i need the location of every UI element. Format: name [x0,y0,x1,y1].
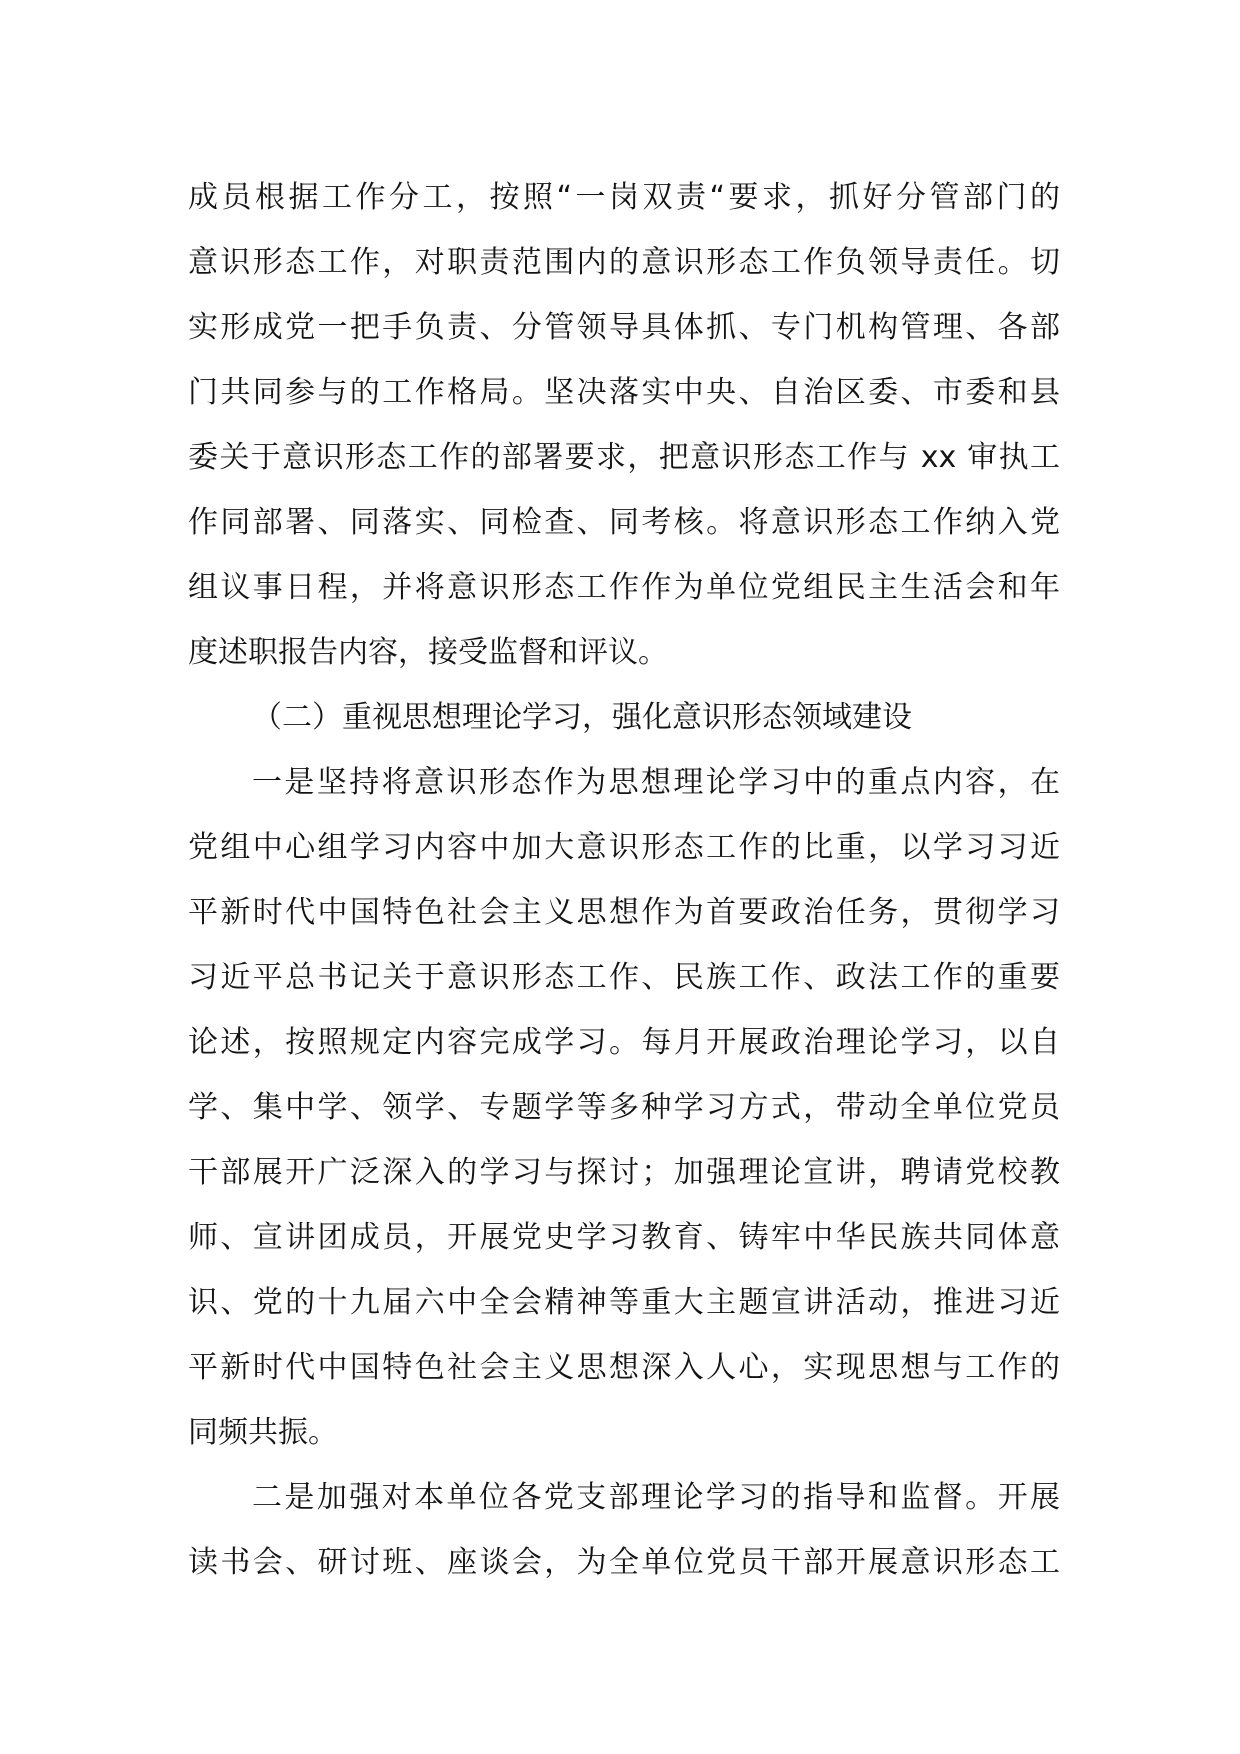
paragraph-line: 干部展开广泛深入的学习与探讨；加强理论宣讲，聘请党校教 [188,1155,1060,1190]
paragraph-line: 组议事日程，并将意识形态工作作为单位党组民主生活会和年 [188,570,1060,605]
paragraph-line: 一是坚持将意识形态作为思想理论学习中的重点内容，在 [252,765,1060,800]
paragraph-line: 二是加强对本单位各党支部理论学习的指导和监督。开展 [252,1480,1060,1515]
paragraph-line: 意识形态工作，对职责范围内的意识形态工作负领导责任。切 [188,245,1060,280]
paragraph-line: 师、宣讲团成员，开展党史学习教育、铸牢中华民族共同体意 [188,1220,1060,1255]
paragraph-line: 度述职报告内容，接受监督和评议。 [188,635,668,670]
paragraph-line: 作同部署、同落实、同检查、同考核。将意识形态工作纳入党 [188,505,1060,540]
paragraph-line: 学、集中学、领学、专题学等多种学习方式，带动全单位党员 [188,1090,1060,1125]
paragraph-line: 读书会、研讨班、座谈会，为全单位党员干部开展意识形态工 [188,1545,1060,1580]
paragraph-line: 门共同参与的工作格局。坚决落实中央、自治区委、市委和县 [188,375,1060,410]
paragraph-line: 习近平总书记关于意识形态工作、民族工作、政法工作的重要 [188,960,1060,995]
paragraph-line: 平新时代中国特色社会主义思想深入人心，实现思想与工作的 [188,1350,1060,1385]
paragraph-line: 平新时代中国特色社会主义思想作为首要政治任务，贯彻学习 [188,895,1060,930]
section-heading: （二）重视思想理论学习，强化意识形态领域建设 [252,700,912,735]
paragraph-line: 实形成党一把手负责、分管领导具体抓、专门机构管理、各部 [188,310,1060,345]
paragraph-line: 同频共振。 [188,1415,338,1450]
paragraph-line: 委关于意识形态工作的部署要求，把意识形态工作与 xx 审执工 [188,440,1060,475]
paragraph-line: 党组中心组学习内容中加大意识形态工作的比重，以学习习近 [188,830,1060,865]
document-body [188,165,1060,1595]
paragraph-line: 成员根据工作分工，按照“一岗双责“要求，抓好分管部门的 [188,180,1060,215]
paragraph-line: 识、党的十九届六中全会精神等重大主题宣讲活动，推进习近 [188,1285,1060,1320]
paragraph-line: 论述，按照规定内容完成学习。每月开展政治理论学习，以自 [188,1025,1060,1060]
